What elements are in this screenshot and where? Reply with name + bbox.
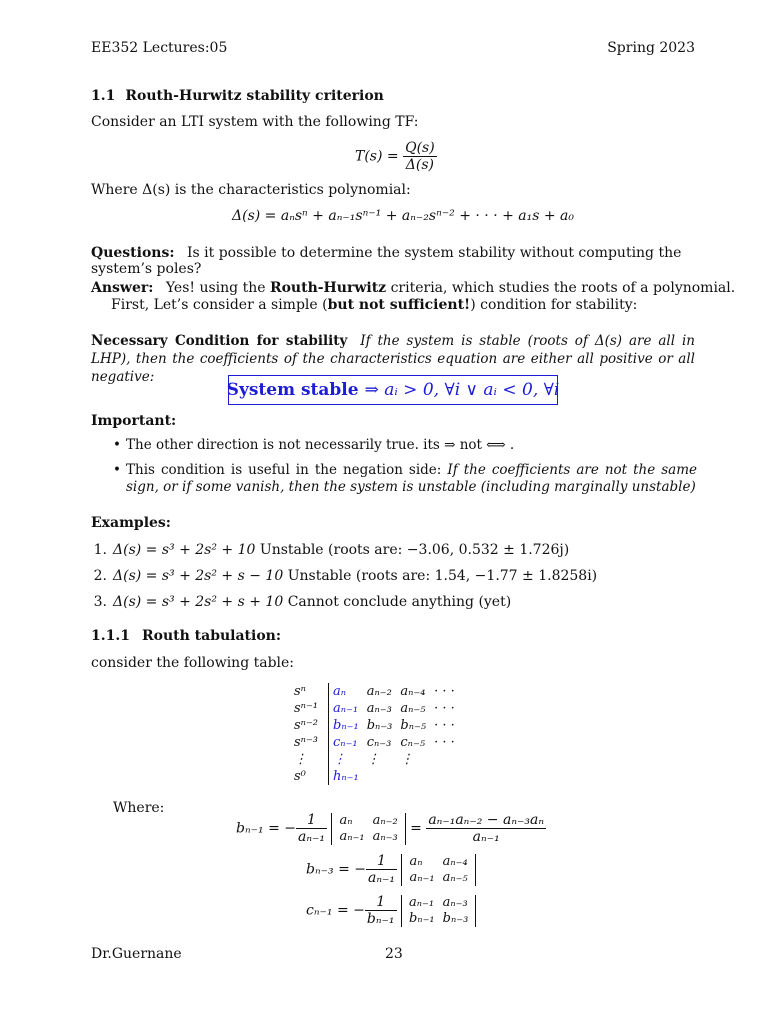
- routh-row: [290, 768, 459, 785]
- section-title-text: Routh-Hurwitz stability criterion: [125, 88, 384, 104]
- formula-c-n-1: [306, 894, 476, 927]
- important-item-pre: This condition is useful in the negation side:: [126, 462, 442, 478]
- example-poly: Δ(s) = s³ + 2s² + 10: [113, 542, 256, 558]
- formula-equals: =: [410, 820, 422, 837]
- answer-pre: Yes! using the: [165, 280, 266, 296]
- example-item: [72, 566, 597, 592]
- formula-frac-num: 1: [296, 812, 327, 829]
- det-cell: aₙ₋₃: [372, 828, 398, 844]
- determinant: [401, 895, 476, 927]
- tf-denominator: Δ(s): [405, 157, 434, 173]
- routh-cell: aₙ: [333, 684, 347, 699]
- routh-cell: cₙ₋₅: [400, 735, 426, 750]
- answer-label: Answer:: [91, 280, 154, 296]
- answer-line2-pre: First, Let’s consider a simple (: [111, 297, 328, 313]
- important-item: [91, 462, 697, 496]
- routh-cell: · · ·: [434, 735, 455, 750]
- routh-row: [290, 683, 459, 700]
- stability-box: [228, 375, 558, 405]
- formula-frac-den: bₙ₋₁: [366, 911, 395, 927]
- example-item: [72, 540, 597, 566]
- page-number: 23: [385, 946, 403, 962]
- routh-cell: aₙ₋₂: [366, 684, 392, 699]
- routh-cell: bₙ₋₁: [333, 718, 359, 733]
- formula-result-fraction: [426, 812, 546, 845]
- routh-row: [290, 751, 459, 768]
- example-number: 2.: [93, 568, 107, 584]
- routh-cell: hₙ₋₁: [333, 769, 359, 784]
- section-title: [91, 88, 384, 104]
- header-course: EE352 Lectures:05: [91, 40, 228, 56]
- formula-frac-num: 1: [365, 894, 397, 911]
- det-cell: aₙ: [339, 812, 353, 828]
- formula-fraction: [296, 812, 327, 845]
- example-note: Unstable (roots are: 1.54, −1.77 ± 1.8258i): [287, 568, 598, 584]
- formula-result-num: aₙ₋₁aₙ₋₂ − aₙ₋₃aₙ: [428, 812, 545, 828]
- important-item-italic: If the coefficients are not the same sign, or if some vanish, then the system is unstable (including marginally unstable): [126, 462, 698, 495]
- routh-cell: cₙ₋₃: [366, 735, 392, 750]
- answer-line2-bold: but not sufficient!: [327, 297, 471, 313]
- routh-cell: ⋮: [400, 752, 414, 767]
- routh-row-label: ⋮: [290, 751, 329, 768]
- tf-fraction: [403, 140, 437, 173]
- formula-fraction: [366, 853, 397, 886]
- det-cell: aₙ₋₄: [442, 853, 468, 869]
- formula-frac-num: 1: [366, 853, 397, 870]
- header-term: Spring 2023: [607, 40, 695, 56]
- formula-b-n-1: [236, 812, 546, 845]
- formula-b-n-3: [306, 853, 476, 886]
- routh-cell: ⋮: [333, 752, 347, 767]
- det-cell: bₙ₋₁: [408, 910, 435, 926]
- subsection-number: 1.1.1: [91, 628, 130, 644]
- det-cell: aₙ₋₁: [408, 894, 435, 910]
- routh-cell: aₙ₋₄: [400, 684, 426, 699]
- answer-bold: Routh-Hurwitz: [269, 280, 387, 296]
- formula-result-den: aₙ₋₁: [472, 829, 500, 845]
- intro-text: Consider an LTI system with the following TF:: [91, 114, 419, 130]
- routh-cell: [430, 751, 459, 768]
- formula-lhs: cₙ₋₁ = −: [306, 902, 365, 919]
- routh-cell: ⋮: [366, 752, 380, 767]
- routh-cell: [396, 768, 430, 785]
- example-poly: Δ(s) = s³ + 2s² + s − 10: [113, 568, 284, 584]
- determinant: [401, 854, 475, 886]
- important-list: [91, 437, 697, 504]
- routh-row-label: sⁿ⁻¹: [290, 700, 329, 717]
- routh-row: [290, 717, 459, 734]
- routh-cell: cₙ₋₁: [333, 735, 358, 750]
- stability-box-condition: ⇒ aᵢ > 0, ∀i ∨ aᵢ < 0, ∀i: [364, 380, 560, 400]
- routh-row-label: sⁿ: [290, 683, 329, 700]
- example-item: [72, 592, 597, 618]
- routh-cell: · · ·: [434, 718, 455, 733]
- examples-list: [72, 540, 597, 618]
- example-note: Cannot conclude anything (yet): [287, 594, 512, 610]
- characteristic-polynomial: Δ(s) = aₙsⁿ + aₙ₋₁sⁿ⁻¹ + aₙ₋₂sⁿ⁻² + · · · + a₁s + a₀: [232, 208, 575, 224]
- determinant: [331, 813, 405, 845]
- question-label: Questions:: [91, 245, 175, 261]
- det-cell: aₙ: [409, 853, 423, 869]
- where-char-text: Where Δ(s) is the characteristics polynomial:: [91, 182, 411, 198]
- routh-cell: · · ·: [434, 684, 455, 699]
- routh-cell: · · ·: [434, 701, 455, 716]
- det-cell: aₙ₋₂: [372, 812, 398, 828]
- routh-row-label: sⁿ⁻³: [290, 734, 329, 751]
- where-label: Where:: [113, 800, 165, 816]
- formula-lhs: bₙ₋₁ = −: [236, 820, 296, 837]
- subsection-title-text: Routh tabulation:: [141, 628, 282, 644]
- question-paragraph: [91, 245, 701, 277]
- tf-numerator: Q(s): [405, 140, 435, 156]
- example-note: Unstable (roots are: −3.06, 0.532 ± 1.726j): [259, 542, 570, 558]
- routh-row-label: s⁰: [290, 768, 329, 785]
- important-item: [91, 437, 697, 454]
- routh-row-label: sⁿ⁻²: [290, 717, 329, 734]
- answer-paragraph: [91, 280, 735, 296]
- section-number: 1.1: [91, 88, 116, 104]
- det-cell: aₙ₋₁: [409, 869, 435, 885]
- question-text: Is it possible to determine the system stability without computing the system’s poles?: [91, 245, 682, 277]
- routh-cell: [363, 768, 397, 785]
- subsection-title: [91, 628, 281, 644]
- example-number: 1.: [93, 542, 107, 558]
- det-cell: bₙ₋₃: [442, 910, 469, 926]
- routh-row: [290, 734, 459, 751]
- examples-label: Examples:: [91, 515, 171, 531]
- answer-post: criteria, which studies the roots of a polynomial.: [390, 280, 736, 296]
- footer-author: Dr.Guernane: [91, 946, 182, 962]
- routh-cell: bₙ₋₃: [366, 718, 393, 733]
- table-intro: consider the following table:: [91, 655, 295, 671]
- routh-row: [290, 700, 459, 717]
- stability-box-label: System stable: [226, 380, 359, 400]
- routh-cell: aₙ₋₁: [333, 701, 359, 716]
- det-cell: aₙ₋₅: [442, 869, 468, 885]
- routh-cell: [430, 768, 459, 785]
- formula-fraction: [365, 894, 397, 927]
- det-cell: aₙ₋₁: [339, 828, 365, 844]
- tf-lhs: T(s) =: [355, 148, 399, 165]
- necessary-label: Necessary Condition for stability: [91, 333, 348, 349]
- routh-cell: aₙ₋₅: [400, 701, 426, 716]
- necessary-text: If the system is stable (roots of Δ(s) are all in LHP), then the coefficients of the characteristics equation are either all positive or all negative:: [91, 333, 695, 385]
- formula-frac-den: aₙ₋₁: [368, 870, 396, 886]
- routh-table: [290, 683, 459, 785]
- transfer-function-equation: [355, 140, 437, 173]
- det-cell: aₙ₋₃: [442, 894, 468, 910]
- example-poly: Δ(s) = s³ + 2s² + s + 10: [113, 594, 284, 610]
- answer-line2: [111, 297, 637, 313]
- answer-line2-post: ) condition for stability:: [470, 297, 638, 313]
- important-label: Important:: [91, 413, 177, 429]
- routh-cell: aₙ₋₃: [366, 701, 392, 716]
- formula-lhs: bₙ₋₃ = −: [306, 861, 366, 878]
- formula-frac-den: aₙ₋₁: [298, 829, 326, 845]
- example-number: 3.: [93, 594, 107, 610]
- routh-cell: bₙ₋₅: [400, 718, 427, 733]
- important-item-text: The other direction is not necessarily true. its ⇒ not ⟺ .: [126, 437, 515, 453]
